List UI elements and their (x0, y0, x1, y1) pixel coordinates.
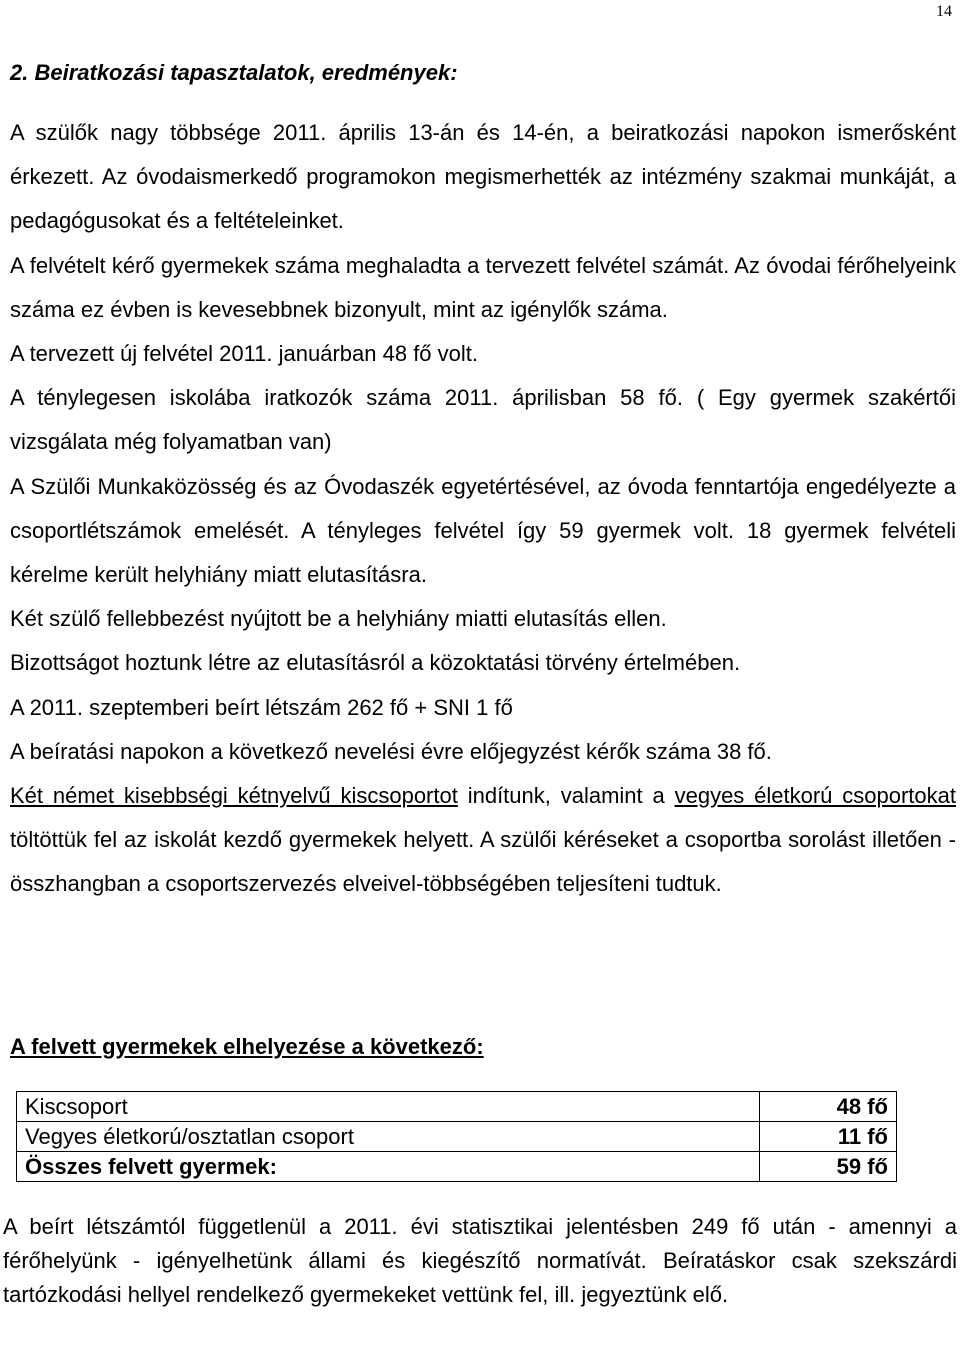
section-heading: 2. Beiratkozási tapasztalatok, eredmények: (10, 60, 458, 85)
table-cell-value: 11 fő (760, 1122, 897, 1152)
paragraph-group-size: A Szülői Munkaközösség és az Óvodaszék egyetértésével, az óvoda fenntartója engedélyezte a csoportlétszámok emelését. A tényleges felvétel így 59 gyermek volt. 18 gyermek felvételi kérelme került helyhiány miatt elutasításra. (10, 473, 956, 588)
underlined-text-bilingual-groups: Két német kisebbségi kétnyelvű kiscsoportot (10, 783, 458, 809)
paragraph-appeals: Két szülő fellebbezést nyújtott be a helyhiány miatti elutasítás ellen. (10, 606, 667, 632)
underlined-text-mixed-age-groups: vegyes életkorú csoportokat (674, 783, 956, 809)
paragraph-statistics: A beírt létszámtól függetlenül a 2011. évi statisztikai jelentésben 249 fő után - amennyi a férőhelyünk - igényelhetünk állami és kiegészítő normatívát. Beíratáskor csak szekszárdi tartózkodási hellyel rendelkező gyermekeket vettünk fel, ill. jegyeztünk elő. (3, 1214, 957, 1307)
table-cell-value: 48 fő (760, 1092, 897, 1122)
page-number: 14 (936, 3, 952, 20)
table-row (17, 1092, 897, 1122)
table-cell-label: Vegyes életkorú/osztatlan csoport (17, 1122, 760, 1152)
placement-table (16, 1091, 897, 1182)
paragraph-committee: Bizottságot hoztunk létre az elutasításról a közoktatási törvény értelmében. (10, 650, 741, 676)
body-text (10, 111, 956, 907)
placement-title: A felvett gyermekek elhelyezése a következő: (10, 1034, 484, 1059)
paragraph-pre-registration: A beíratási napokon a következő nevelési évre előjegyzést kérők száma 38 fő. (10, 738, 772, 764)
table-cell-label: Összes felvett gyermek: (17, 1152, 760, 1182)
table-cell-value: 59 fő (760, 1152, 897, 1182)
paragraph-school-leavers: A ténylegesen iskolába iratkozók száma 2011. áprilisban 58 fő. ( Egy gyermek szakértői vizsgálata még folyamatban van) (10, 385, 956, 455)
paragraph-applicants: A felvételt kérő gyermekek száma meghaladta a tervezett felvétel számát. Az óvodai férőhelyeink száma ez évben is kevesebbnek bizonyult, mint az igénylők száma. (10, 252, 956, 322)
table-cell-label: Kiscsoport (17, 1092, 760, 1122)
table-row-total (17, 1152, 897, 1182)
paragraph-enrollment-days: A szülők nagy többsége 2011. április 13-án és 14-én, a beiratkozási napokon ismerősként érkezett. Az óvodaismerkedő programokon megismerhették az intézmény szakmai munkáját, a pedagógusokat és a feltételeinket. (10, 120, 956, 234)
paragraph-groups-text-1: indítunk, valamint a (457, 783, 675, 809)
paragraph-groups-text-2: töltöttük fel az iskolát kezdő gyermekek helyett. A szülői kéréseket a csoportba sorolást illetően - összhangban a csoportszervezés elveivel-többségében teljesíteni tudtuk. (10, 827, 956, 897)
paragraph-groups (10, 774, 956, 907)
paragraph-september-count: A 2011. szeptemberi beírt létszám 262 fő + SNI 1 fő (10, 694, 513, 720)
table-row (17, 1122, 897, 1152)
paragraph-planned-intake: A tervezett új felvétel 2011. januárban 48 fő volt. (10, 341, 479, 367)
